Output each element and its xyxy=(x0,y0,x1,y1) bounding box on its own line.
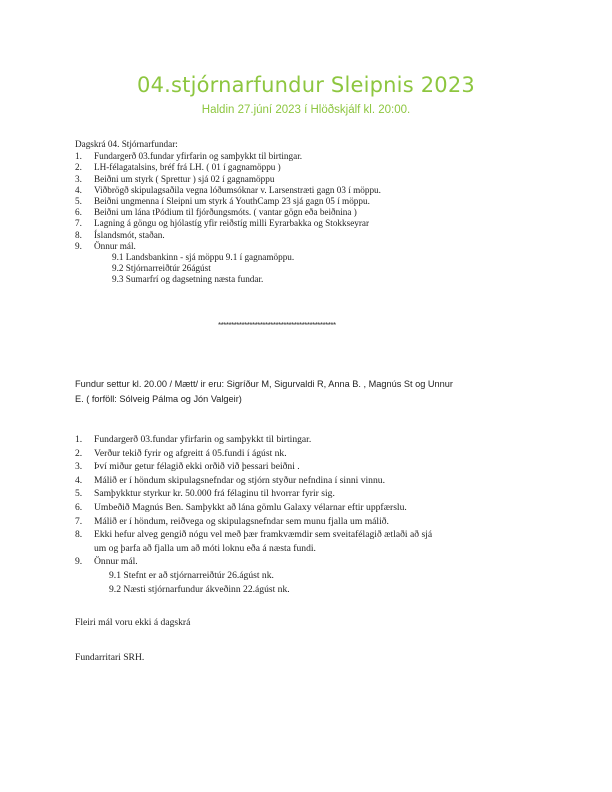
page-title: 04.stjórnarfundur Sleipnis 2023 xyxy=(137,73,475,97)
agenda-item xyxy=(75,230,545,241)
minutes-item-number: 2. xyxy=(75,447,83,459)
agenda-item-text: LH-félagatalsins, bréf frá LH. ( 01 í gagnamöppu ) xyxy=(94,162,281,173)
minutes-item-text: Málið er í höndum skipulagsnefndar og stjórn styður nefndina í sinni vinnu. xyxy=(94,474,385,486)
minutes-item-text: Verður tekið fyrir og afgreitt á 05.fundi í ágúst nk. xyxy=(94,447,287,459)
agenda-item xyxy=(75,185,545,196)
agenda-item-text: Lagning á göngu og hjólastíg yfir reiðstíg milli Eyrarbakka og Stokkseyrar xyxy=(94,218,370,229)
agenda-item xyxy=(75,207,545,218)
minutes-item xyxy=(75,447,555,461)
agenda-item xyxy=(75,196,545,207)
attendance-section xyxy=(75,377,555,406)
minutes-section xyxy=(75,433,555,596)
agenda-item-text: Fundargerð 03.fundar yfirfarin og samþykkt til birtingar. xyxy=(94,151,303,162)
agenda-item-text: Íslandsmót, staðan. xyxy=(94,229,165,240)
agenda-subitem: 9.2 Stjórnarreiðtúr 26ágúst xyxy=(112,263,211,274)
minutes-item xyxy=(75,555,555,569)
minutes-item xyxy=(75,528,555,542)
agenda-item-number: 4. xyxy=(75,184,82,195)
agenda-item-number: 3. xyxy=(75,173,82,184)
minutes-item-number: 4. xyxy=(75,474,83,486)
agenda-item-text: Beiðni ungmenna í Sleipni um styrk á YouthCamp 23 sjá gagn 05 í möppu. xyxy=(94,196,370,207)
agenda-item-number: 9. xyxy=(75,240,82,251)
minutes-item xyxy=(75,460,555,474)
minutes-item xyxy=(75,487,555,501)
agenda-item-number: 6. xyxy=(75,207,82,218)
agenda-item-text: Beiðni um styrk ( Sprettur ) sjá 02 í gagnamöppu xyxy=(94,173,275,184)
minutes-item-number: 5. xyxy=(75,488,83,500)
agenda-subitem: 9.1 Landsbankinn - sjá möppu 9.1 í gagnamöppu. xyxy=(112,252,295,263)
minutes-item xyxy=(75,474,555,488)
minutes-item-continuation xyxy=(75,542,555,556)
minutes-item-number: 1. xyxy=(75,434,83,445)
agenda-item-number: 5. xyxy=(75,196,82,207)
agenda-item-number: 2. xyxy=(75,162,82,173)
agenda-item-text: Viðbrögð skipulagsaðila vegna lóðumsóknar v. Larsenstræti gagn 03 í möppu. xyxy=(94,184,381,195)
minutes-item-number: 3. xyxy=(75,461,83,473)
attendance-line: Fundur settur kl. 20.00 / Mætt/ ir eru: Sigríður M, Sigurvaldi R, Anna B. , Magnús St og Unnur xyxy=(75,379,453,389)
agenda-item-number: 1. xyxy=(75,151,82,162)
minutes-item xyxy=(75,433,555,447)
minutes-item xyxy=(75,515,555,529)
minutes-item-number: 8. xyxy=(75,529,83,541)
minutes-item-text: Ekki hefur alveg gengið nógu vel með þær framkvæmdir sem sveitafélagið ætlaði að sjá xyxy=(94,529,433,541)
minutes-item-number: 6. xyxy=(75,501,83,513)
agenda-item xyxy=(75,151,545,162)
signature: Fundarritari SRH. xyxy=(75,652,145,663)
minutes-item-text: Umbeðið Magnús Ben. Samþykkt að lána gömlu Galaxy vélarnar eftir uppfærslu. xyxy=(94,501,407,513)
agenda-item xyxy=(75,218,545,229)
separator-line: ********************************************* xyxy=(218,321,336,330)
agenda-subitem: 9.3 Sumarfrí og dagsetning næsta fundar. xyxy=(112,274,264,285)
minutes-subitem: 9.1 Stefnt er að stjórnarreiðtúr 26.ágúst nk. xyxy=(109,569,274,581)
agenda-item xyxy=(75,174,545,185)
minutes-item-text: Málið er í höndum, reiðvega og skipulagsnefndar sem munu fjalla um málið. xyxy=(94,515,389,527)
minutes-item-number: 9. xyxy=(75,556,83,568)
page-subtitle: Haldin 27.júní 2023 í Hlöðskjálf kl. 20:00. xyxy=(201,104,411,116)
minutes-item-text: Því miður getur félagið ekki orðið við þessari beiðni . xyxy=(94,461,300,473)
minutes-item-text: um og þarfa að fjalla um að móti loknu eða á næsta fundi. xyxy=(94,542,316,554)
agenda-item xyxy=(75,241,545,252)
agenda-header: Dagskrá 04. Stjórnarfundar: xyxy=(75,139,178,149)
agenda-section xyxy=(75,139,545,286)
attendance-line: E. ( forföll: Sólveig Pálma og Jón Valgeir) xyxy=(75,393,242,404)
minutes-item-text: Fundargerð 03.fundar yfirfarin og samþykkt til birtingar. xyxy=(94,434,312,445)
minutes-item-text: Önnur mál. xyxy=(94,556,138,568)
agenda-item xyxy=(75,162,545,173)
agenda-item-text: Beiðni um lána tPódium til fjórðungsmóts. ( vantar gögn eða beiðnina ) xyxy=(94,207,357,218)
closing-note: Fleiri mál voru ekki á dagskrá xyxy=(75,617,191,628)
agenda-item-text: Önnur mál. xyxy=(94,240,136,251)
minutes-item-number: 7. xyxy=(75,515,83,527)
minutes-subitem: 9.2 Næsti stjórnarfundur ákveðinn 22.ágúst nk. xyxy=(109,583,290,595)
minutes-item xyxy=(75,501,555,515)
agenda-item-number: 7. xyxy=(75,218,82,229)
agenda-item-number: 8. xyxy=(75,229,82,240)
minutes-item-text: Samþykktur styrkur kr. 50.000 frá félaginu til hvorrar fyrir sig. xyxy=(94,488,335,500)
